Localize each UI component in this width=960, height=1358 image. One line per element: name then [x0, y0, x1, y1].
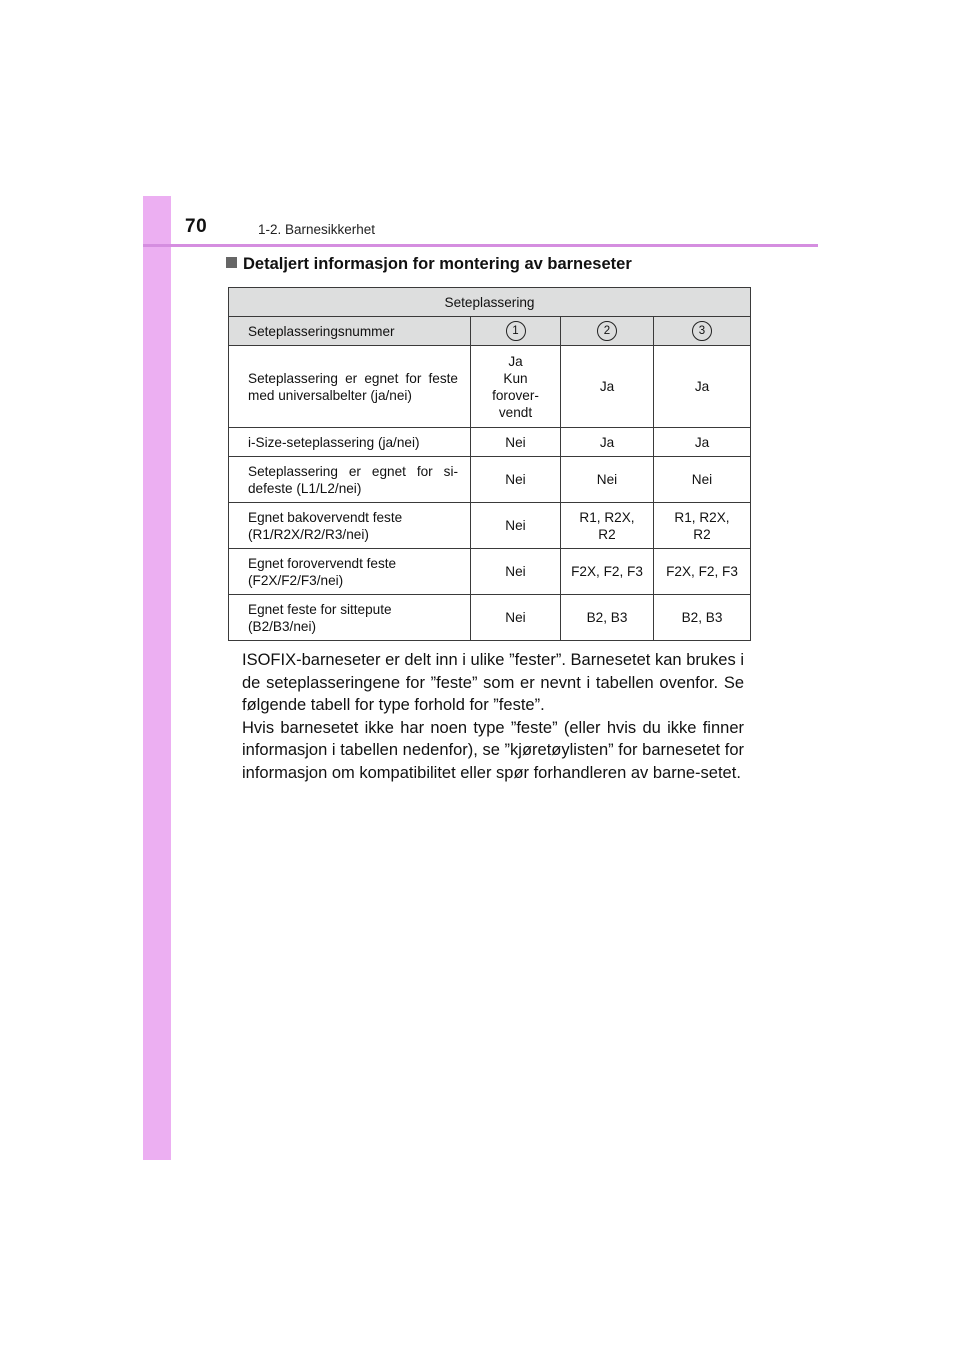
table-cell: Ja — [561, 428, 654, 457]
table-row — [229, 457, 751, 503]
header-rule — [143, 244, 818, 247]
cell-line: R2 — [693, 526, 711, 542]
table-cell: F2X, F2, F3 — [654, 549, 751, 595]
side-color-band — [143, 196, 171, 1160]
table-cell: Nei — [654, 457, 751, 503]
header-band — [143, 196, 818, 246]
seat-number-label: Seteplasseringsnummer — [229, 317, 471, 346]
table-cell: Ja — [654, 428, 751, 457]
table-row — [229, 503, 751, 549]
table-cell: F2X, F2, F3 — [561, 549, 654, 595]
table-cell — [471, 346, 561, 428]
table-cell — [654, 503, 751, 549]
seat-number-cell — [561, 317, 654, 346]
heading-text: Detaljert informasjon for montering av barneseter — [243, 255, 632, 273]
row-label: Seteplassering er egnet for si-defeste (L1/L2/nei) — [229, 457, 471, 503]
table-cell: B2, B3 — [654, 595, 751, 641]
table-cell — [561, 503, 654, 549]
circled-number-2-icon: 2 — [597, 321, 617, 341]
table-cell: B2, B3 — [561, 595, 654, 641]
table-cell: Nei — [471, 457, 561, 503]
cell-line: Kun — [503, 370, 528, 386]
table-row — [229, 595, 751, 641]
cell-line: R1, R2X, — [674, 509, 730, 525]
seat-number-row — [229, 317, 751, 346]
cell-line: R2 — [598, 526, 616, 542]
seat-info-table — [228, 287, 751, 641]
body-paragraph: Hvis barnesetet ikke har noen type ”feste” (eller hvis du ikke finner informasjon i tabellen nedenfor), se ”kjøretøylisten” for barnesetet for informasjon om kompatibilitet eller spør forhandleren av barne-setet. — [242, 718, 744, 782]
body-text — [242, 649, 744, 784]
table-cell: Nei — [471, 503, 561, 549]
row-label: Egnet forovervendt feste (F2X/F2/F3/nei) — [229, 549, 471, 595]
section-title: 1-2. Barnesikkerhet — [258, 222, 376, 237]
seat-number-cell — [654, 317, 751, 346]
cell-line: R1, R2X, — [579, 509, 635, 525]
table-row — [229, 549, 751, 595]
table-cell: Nei — [471, 595, 561, 641]
page-number: 70 — [185, 216, 208, 237]
row-label: i-Size-seteplassering (ja/nei) — [229, 428, 471, 457]
table-row — [229, 346, 751, 428]
cell-line: forover- — [492, 387, 539, 403]
table-cell: Nei — [471, 549, 561, 595]
body-paragraph: ISOFIX-barneseter er delt inn i ulike ”fester”. Barnesetet kan brukes i de seteplasseringene for ”feste” som er nevnt i tabellen ovenfor. Se følgende tabell for type forhold for ”feste”. — [242, 651, 744, 714]
table-header-row — [229, 288, 751, 317]
table-cell: Nei — [471, 428, 561, 457]
circled-number-3-icon: 3 — [692, 321, 712, 341]
table-cell: Ja — [654, 346, 751, 428]
section-heading — [226, 255, 632, 274]
row-label: Egnet bakovervendt feste (R1/R2X/R2/R3/nei) — [229, 503, 471, 549]
circled-number-1-icon: 1 — [506, 321, 526, 341]
square-bullet-icon — [226, 257, 237, 268]
row-label: Egnet feste for sittepute (B2/B3/nei) — [229, 595, 471, 641]
row-label: Seteplassering er egnet for feste med universalbelter (ja/nei) — [229, 346, 471, 428]
table-top-header: Seteplassering — [229, 288, 751, 317]
seat-number-cell — [471, 317, 561, 346]
table-cell: Nei — [561, 457, 654, 503]
table-row — [229, 428, 751, 457]
cell-line: vendt — [498, 404, 533, 420]
cell-line: Ja — [508, 353, 523, 369]
table-cell: Ja — [561, 346, 654, 428]
